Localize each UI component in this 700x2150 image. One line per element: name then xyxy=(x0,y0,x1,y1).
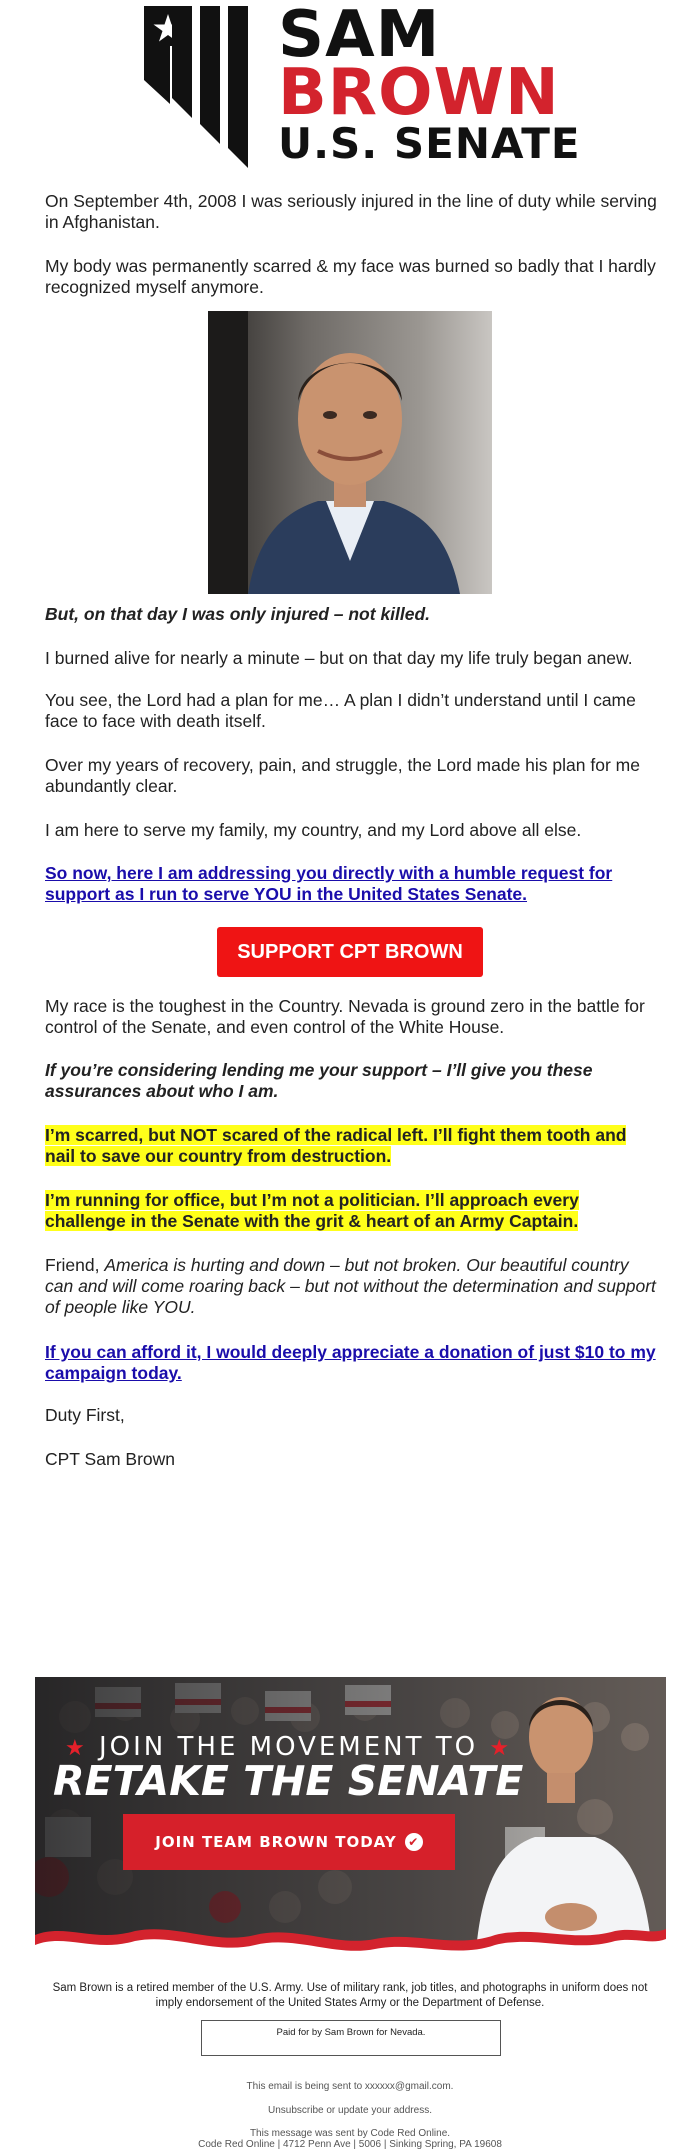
logo-last-name: BROWN xyxy=(278,56,560,130)
red-star-icon: ★ xyxy=(489,1736,513,1761)
join-team-brown-button[interactable] xyxy=(123,1814,455,1870)
support-request-link[interactable]: So now, here I am addressing you directly with a humble request for support as I run to serve YOU in the United States Senate. xyxy=(45,863,613,904)
paragraph-burned: I burned alive for nearly a minute – but on that day my life truly began anew. xyxy=(45,648,633,668)
paragraph-assurances: If you’re considering lending me your support – I’ll give you these assurances about who I am. xyxy=(45,1060,593,1101)
logo-office: U.S. SENATE xyxy=(278,119,581,168)
sender-address: Code Red Online | 4712 Penn Ave | 5006 | Sinking Spring, PA 19608 xyxy=(198,2139,502,2150)
join-movement-banner[interactable] xyxy=(35,1677,666,1965)
flag-stripes-star-icon xyxy=(144,6,260,168)
highlight-scarred-not-scared xyxy=(45,1125,660,1167)
donation-link[interactable]: If you can afford it, I would deeply appreciate a donation of just $10 to my campaign today. xyxy=(45,1342,656,1383)
unsubscribe-link[interactable]: Unsubscribe or update your address. xyxy=(268,2105,432,2116)
paid-for-box xyxy=(201,2020,501,2056)
banner-headline: RETAKE THE SENATE xyxy=(53,1757,524,1805)
paragraph-lords-plan: You see, the Lord had a plan for me… A plan I didn’t understand until I came face to face with death itself. xyxy=(45,690,636,731)
sent-to-notice: This email is being sent to xxxxxx@gmail.com. xyxy=(246,2081,454,2092)
highlight-not-politician xyxy=(45,1190,660,1232)
friend-greeting: Friend, xyxy=(45,1255,105,1275)
signature: CPT Sam Brown xyxy=(45,1449,175,1469)
campaign-logo[interactable] xyxy=(144,0,581,168)
paragraph-america-hurting xyxy=(45,1255,660,1318)
check-circle-icon: ✔ xyxy=(405,1833,423,1851)
candidate-portrait-image xyxy=(208,311,492,594)
paragraph-scarred: My body was permanently scarred & my face was burned so badly that I hardly recognized myself anymore. xyxy=(45,256,656,297)
red-star-icon: ★ xyxy=(65,1736,88,1761)
support-cpt-brown-button[interactable]: SUPPORT CPT BROWN xyxy=(217,927,483,977)
paid-for-text: Paid for by Sam Brown for Nevada. xyxy=(276,2027,426,2038)
highlight-politician-text: I’m running for office, but I’m not a politician. I’ll approach every challenge in the Senate with the grit & heart of an Army Captain. xyxy=(45,1190,579,1231)
military-disclaimer: Sam Brown is a retired member of the U.S. Army. Use of military rank, job titles, and photographs in uniform does not imply endorsement of the United States Army or the Department of Defense. xyxy=(52,1982,648,2009)
join-button-label: JOIN TEAM BROWN TODAY xyxy=(155,1833,397,1851)
paragraph-recovery: Over my years of recovery, pain, and struggle, the Lord made his plan for me abundantly clear. xyxy=(45,755,640,796)
paragraph-race: My race is the toughest in the Country. Nevada is ground zero in the battle for control of the Senate, and even control of the White House. xyxy=(45,996,645,1037)
highlight-scarred-text: I’m scarred, but NOT scared of the radical left. I’ll fight them tooth and nail to save our country from destruction. xyxy=(45,1125,627,1166)
paragraph-injury: On September 4th, 2008 I was seriously injured in the line of duty while serving in Afghanistan. xyxy=(45,191,657,232)
logo-first-name: SAM xyxy=(278,0,441,72)
paragraph-not-killed: But, on that day I was only injured – not killed. xyxy=(45,604,431,624)
banner-kicker-text: JOIN THE MOVEMENT TO xyxy=(99,1732,479,1762)
america-hurting-text: America is hurting and down – but not broken. Our beautiful country can and will come roaring back – but not without the determination and support of people like YOU. xyxy=(45,1255,656,1317)
paragraph-serve: I am here to serve my family, my country, and my Lord above all else. xyxy=(45,820,582,840)
candidate-portrait xyxy=(208,311,492,594)
sent-by-notice: This message was sent by Code Red Online. xyxy=(249,2128,451,2139)
signoff: Duty First, xyxy=(45,1405,125,1425)
